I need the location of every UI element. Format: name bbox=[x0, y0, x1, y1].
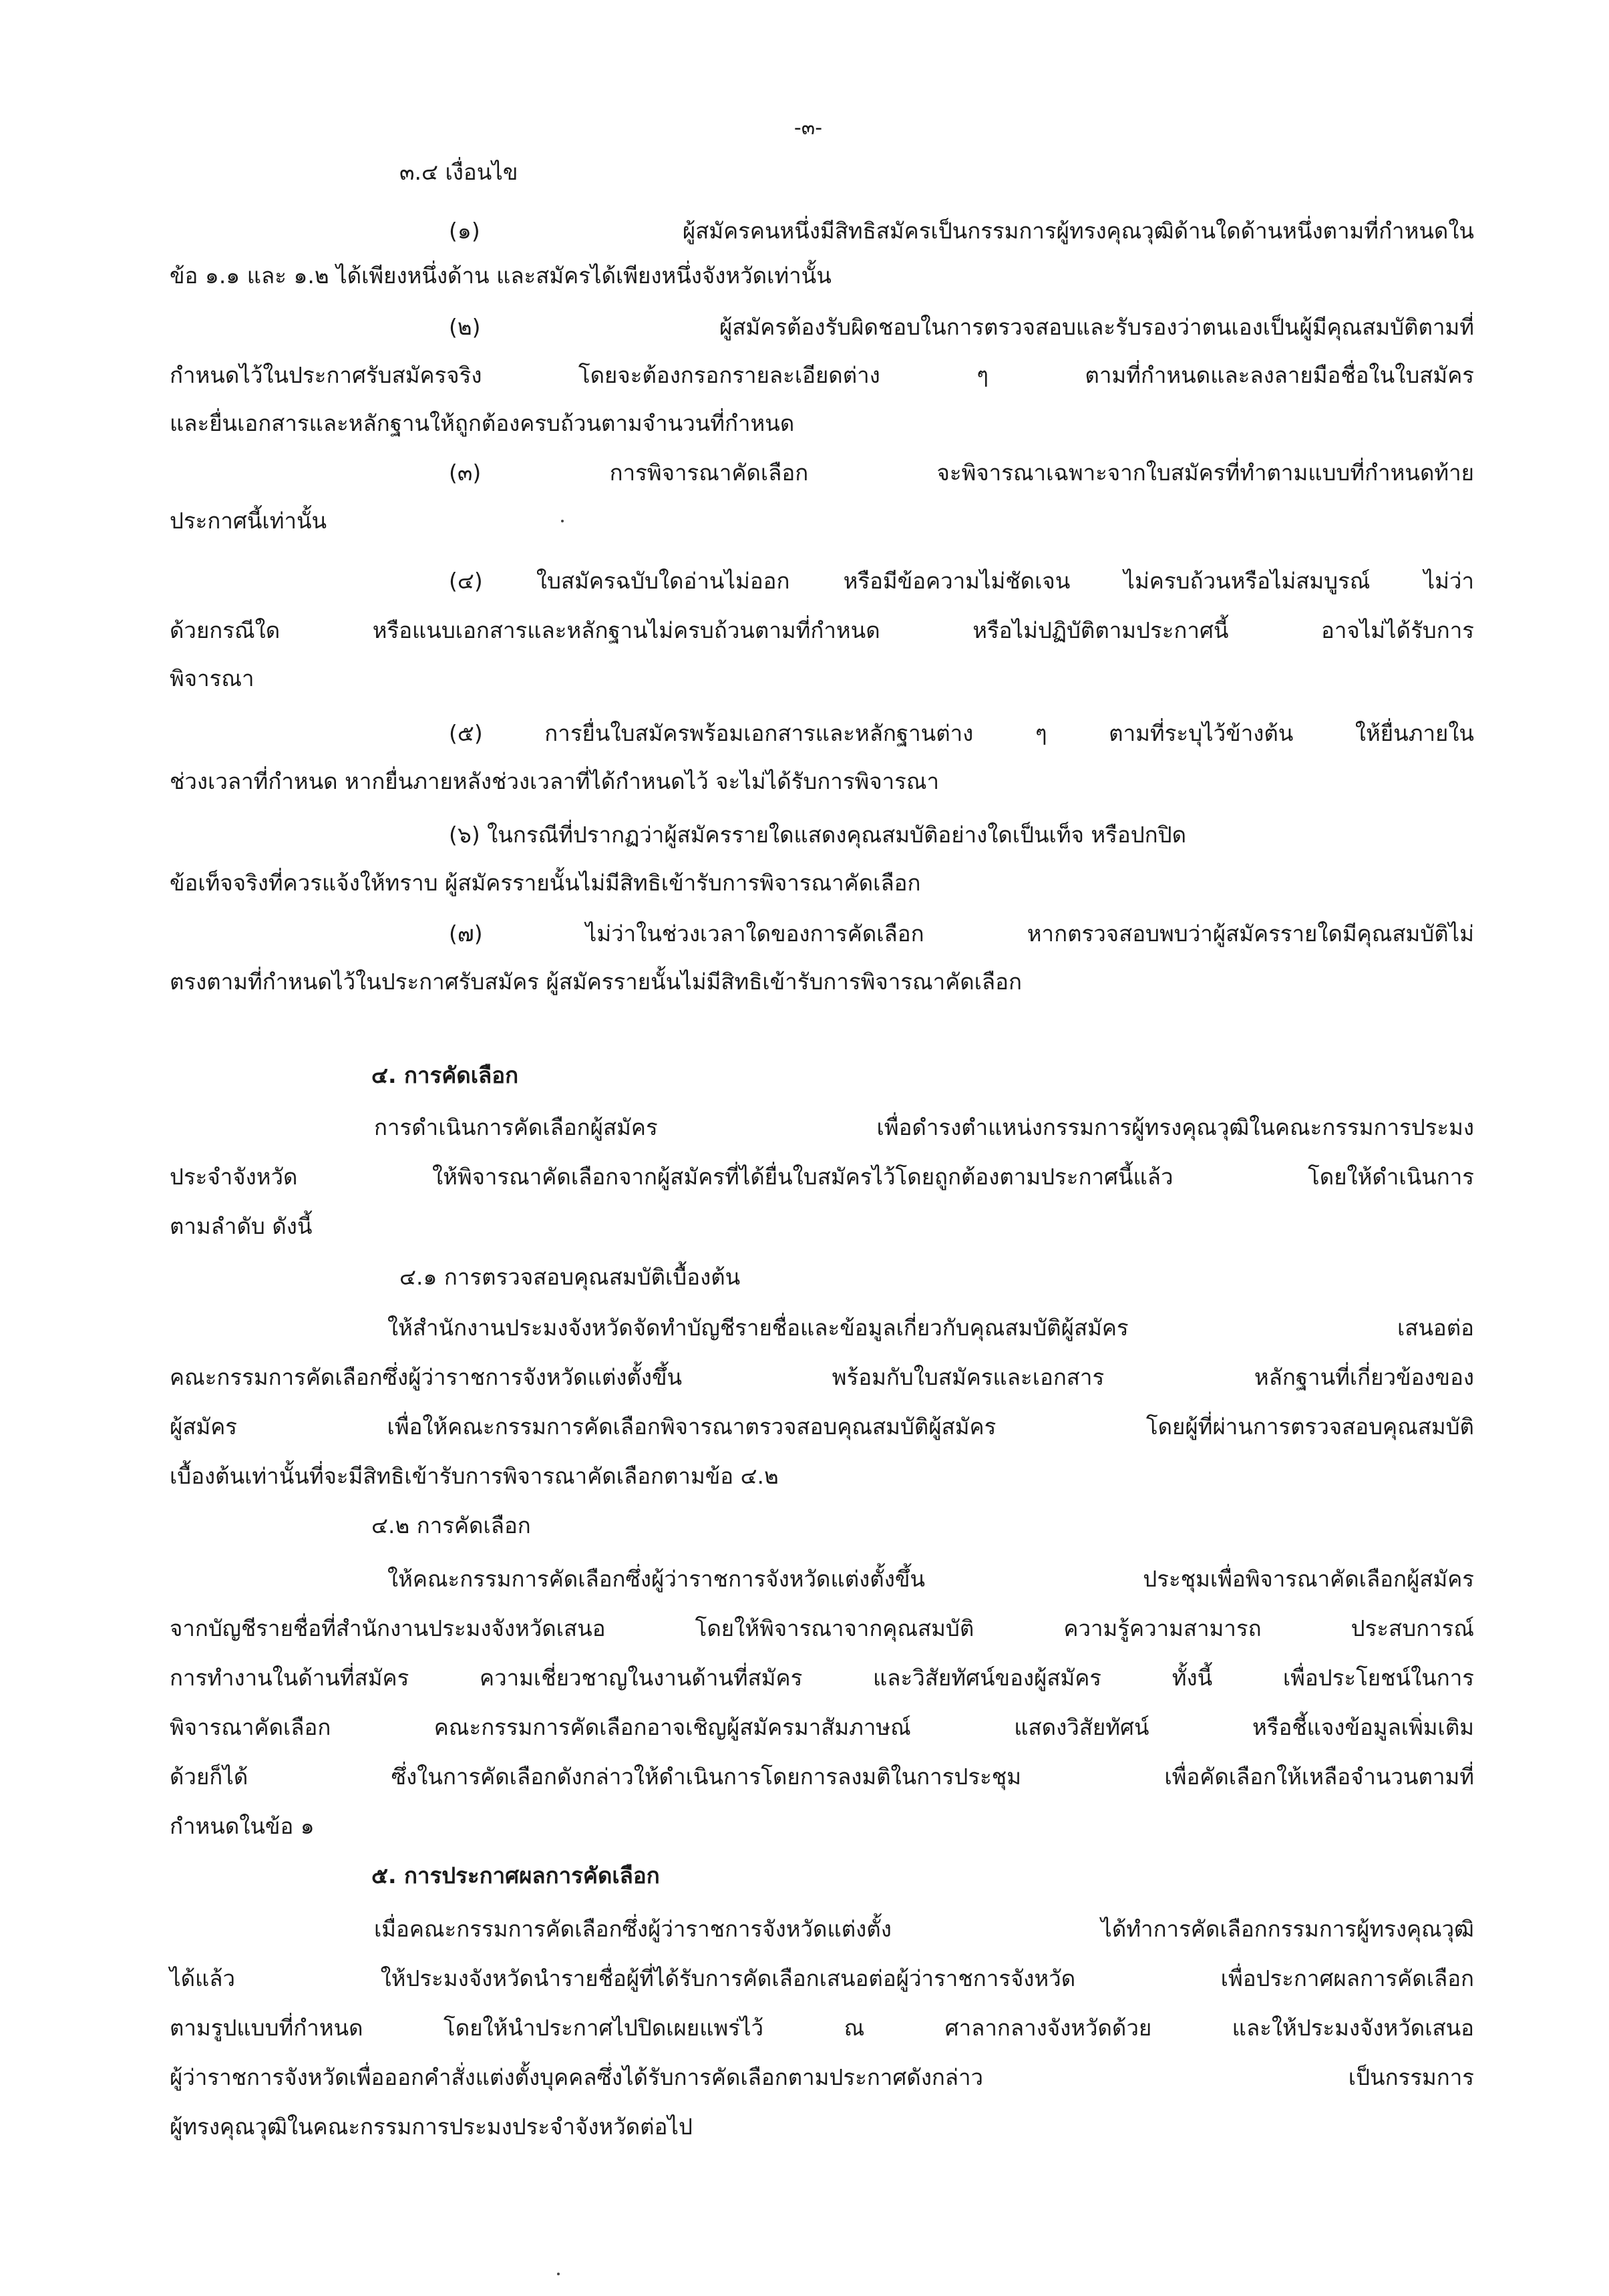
section-5-heading: ๕. การประกาศผลการคัดเลือก bbox=[371, 1862, 660, 1889]
item-6-line-2: ข้อเท็จจริงที่ควรแจ้งให้ทราบ ผู้สมัครรายนั้นไม่มีสิทธิเข้ารับการพิจารณาคัดเลือก bbox=[170, 870, 921, 896]
section-4-intro-line-3: ตามลำดับ ดังนี้ bbox=[170, 1213, 313, 1239]
item-3-line-2: ประกาศนี้เท่านั้น bbox=[170, 508, 327, 534]
item-6-line-1: (๖) ในกรณีที่ปรากฏว่าผู้สมัครรายใดแสดงคุณสมบัติอย่างใดเป็นเท็จ หรือปกปิด bbox=[449, 822, 1187, 848]
item-1-line-1: (๑) ผู้สมัครคนหนึ่งมีสิทธิสมัครเป็นกรรมการผู้ทรงคุณวุฒิด้านใดด้านหนึ่งตามที่กำหนดใน bbox=[449, 218, 1474, 244]
item-5-line-2: ช่วงเวลาที่กำหนด หากยื่นภายหลังช่วงเวลาที่ได้กำหนดไว้ จะไม่ได้รับการพิจารณา bbox=[170, 768, 940, 794]
item-7-line-1: (๗) ไม่ว่าในช่วงเวลาใดของการคัดเลือก หากตรวจสอบพบว่าผู้สมัครรายใดมีคุณสมบัติไม่ bbox=[449, 921, 1474, 947]
item-3-line-1: (๓) การพิจารณาคัดเลือก จะพิจารณาเฉพาะจากใบสมัครที่ทำตามแบบที่กำหนดท้าย bbox=[449, 460, 1474, 486]
subsection-4-1-line-2: คณะกรรมการคัดเลือกซึ่งผู้ว่าราชการจังหวัดแต่งตั้งขึ้น พร้อมกับใบสมัครและเอกสาร หลักฐานที่เกี่ยวข้องของ bbox=[170, 1364, 1474, 1390]
subsection-4-1-heading: ๔.๑ การตรวจสอบคุณสมบัติเบื้องต้น bbox=[399, 1264, 741, 1290]
subsection-4-2-line-1: ให้คณะกรรมการคัดเลือกซึ่งผู้ว่าราชการจังหวัดแต่งตั้งขึ้น ประชุมเพื่อพิจารณาคัดเลือกผู้สมัคร bbox=[387, 1566, 1474, 1592]
scan-speck bbox=[557, 2273, 560, 2275]
section-5-line-3: ตามรูปแบบที่กำหนด โดยให้นำประกาศไปปิดเผยแพร่ไว้ ณ ศาลากลางจังหวัดด้วย และให้ประมงจังหวัดเสนอ bbox=[170, 2015, 1474, 2041]
item-2-line-2: กำหนดไว้ในประกาศรับสมัครจริง โดยจะต้องกรอกรายละเอียดต่าง ๆ ตามที่กำหนดและลงลายมือชื่อในใบสมัคร bbox=[170, 362, 1474, 388]
subsection-4-1-line-4: เบื้องต้นเท่านั้นที่จะมีสิทธิเข้ารับการพิจารณาคัดเลือกตามข้อ ๔.๒ bbox=[170, 1463, 779, 1489]
subsection-4-2-line-5: ด้วยก็ได้ ซึ่งในการคัดเลือกดังกล่าวให้ดำเนินการโดยการลงมติในการประชุม เพื่อคัดเลือกให้เหลือจำนวนตามที่ bbox=[170, 1764, 1474, 1790]
item-1-line-2: ข้อ ๑.๑ และ ๑.๒ ได้เพียงหนึ่งด้าน และสมัครได้เพียงหนึ่งจังหวัดเท่านั้น bbox=[170, 263, 832, 289]
scan-speck bbox=[561, 520, 564, 522]
item-7-line-2: ตรงตามที่กำหนดไว้ในประกาศรับสมัคร ผู้สมัครรายนั้นไม่มีสิทธิเข้ารับการพิจารณาคัดเลือก bbox=[170, 969, 1022, 995]
subsection-4-2-line-6: กำหนดในข้อ ๑ bbox=[170, 1813, 315, 1839]
item-2-line-1: (๒) ผู้สมัครต้องรับผิดชอบในการตรวจสอบและรับรองว่าตนเองเป็นผู้มีคุณสมบัติตามที่ bbox=[449, 314, 1474, 340]
section-4-intro-line-2: ประจำจังหวัด ให้พิจารณาคัดเลือกจากผู้สมัครที่ได้ยื่นใบสมัครไว้โดยถูกต้องตามประกาศนี้แล้ว โดยให้ดำเนินการ bbox=[170, 1164, 1474, 1190]
item-4-line-3: พิจารณา bbox=[170, 665, 254, 691]
item-4-line-1: (๔) ใบสมัครฉบับใดอ่านไม่ออก หรือมีข้อความไม่ชัดเจน ไม่ครบถ้วนหรือไม่สมบูรณ์ ไม่ว่า bbox=[449, 568, 1474, 594]
page-number: -๓- bbox=[793, 116, 823, 140]
subsection-4-2-line-4: พิจารณาคัดเลือก คณะกรรมการคัดเลือกอาจเชิญผู้สมัครมาสัมภาษณ์ แสดงวิสัยทัศน์ หรือชี้แจงข้อมูลเพิ่มเติม bbox=[170, 1714, 1474, 1740]
section-5-line-1: เมื่อคณะกรรมการคัดเลือกซึ่งผู้ว่าราชการจังหวัดแต่งตั้ง ได้ทำการคัดเลือกกรรมการผู้ทรงคุณวุฒิ bbox=[374, 1916, 1474, 1942]
subsection-4-2-line-2: จากบัญชีรายชื่อที่สำนักงานประมงจังหวัดเสนอ โดยให้พิจารณาจากคุณสมบัติ ความรู้ความสามารถ ประสบการณ์ bbox=[170, 1615, 1474, 1641]
subsection-4-1-line-3: ผู้สมัคร เพื่อให้คณะกรรมการคัดเลือกพิจารณาตรวจสอบคุณสมบัติผู้สมัคร โดยผู้ที่ผ่านการตรวจสอบคุณสมบัติ bbox=[170, 1414, 1474, 1440]
section-3-4-heading: ๓.๔ เงื่อนไข bbox=[399, 159, 518, 185]
subsection-4-2-heading: ๔.๒ การคัดเลือก bbox=[371, 1512, 531, 1538]
subsection-4-1-line-1: ให้สำนักงานประมงจังหวัดจัดทำบัญชีรายชื่อและข้อมูลเกี่ยวกับคุณสมบัติผู้สมัคร เสนอต่อ bbox=[387, 1315, 1474, 1341]
section-5-line-5: ผู้ทรงคุณวุฒิในคณะกรรมการประมงประจำจังหวัดต่อไป bbox=[170, 2114, 693, 2140]
section-5-line-4: ผู้ว่าราชการจังหวัดเพื่อออกคำสั่งแต่งตั้งบุคคลซึ่งได้รับการคัดเลือกตามประกาศดังกล่าว เป็นกรรมการ bbox=[170, 2064, 1474, 2090]
item-2-line-3: และยื่นเอกสารและหลักฐานให้ถูกต้องครบถ้วนตามจำนวนที่กำหนด bbox=[170, 410, 795, 436]
item-4-line-2: ด้วยกรณีใด หรือแนบเอกสารและหลักฐานไม่ครบถ้วนตามที่กำหนด หรือไม่ปฏิบัติตามประกาศนี้ อาจไม่ได้รับการ bbox=[170, 617, 1474, 643]
section-4-heading: ๔. การคัดเลือก bbox=[371, 1062, 519, 1088]
section-5-line-2: ได้แล้ว ให้ประมงจังหวัดนำรายชื่อผู้ที่ได้รับการคัดเลือกเสนอต่อผู้ว่าราชการจังหวัด เพื่อประกาศผลการคัดเลือก bbox=[170, 1965, 1474, 1991]
section-4-intro-line-1: การดำเนินการคัดเลือกผู้สมัคร เพื่อดำรงตำแหน่งกรรมการผู้ทรงคุณวุฒิในคณะกรรมการประมง bbox=[374, 1114, 1474, 1140]
subsection-4-2-line-3: การทำงานในด้านที่สมัคร ความเชี่ยวชาญในงานด้านที่สมัคร และวิสัยทัศน์ของผู้สมัคร ทั้งนี้ เพื่อประโยชน์ในการ bbox=[170, 1665, 1474, 1691]
item-5-line-1: (๕) การยื่นใบสมัครพร้อมเอกสารและหลักฐานต่าง ๆ ตามที่ระบุไว้ข้างต้น ให้ยื่นภายใน bbox=[449, 720, 1474, 746]
